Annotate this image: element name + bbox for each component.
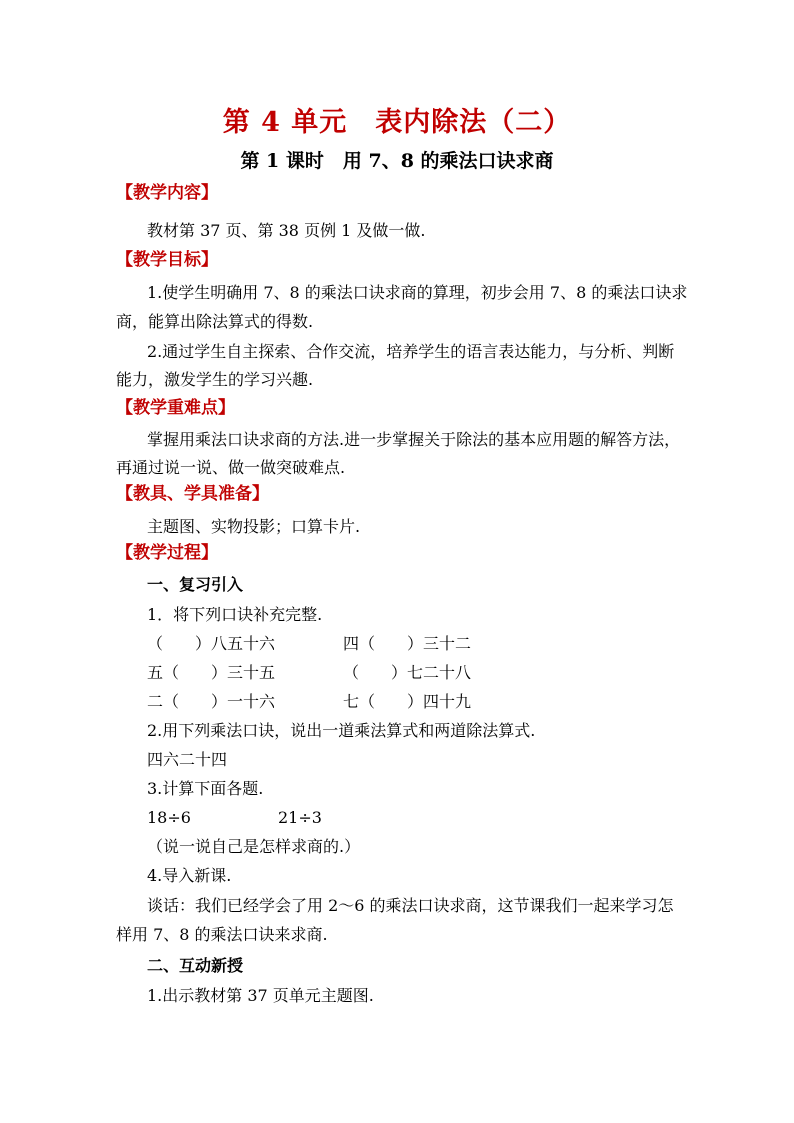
question-3-note: （说一说自己是怎样求商的.） [147, 837, 361, 856]
calc-item: 18÷6 [147, 808, 191, 827]
keypoint-line-1: 掌握用乘法口诀求商的方法.进一步掌握关于除法的基本应用题的解答方法， [147, 430, 681, 449]
goal-line-3: 2.通过学生自主探索、合作交流，培养学生的语言表达能力，与分析、判断 [147, 342, 675, 361]
content-text: 教材第 37 页、第 38 页例 1 及做一做. [147, 221, 426, 240]
part1-heading: 一、复习引入 [147, 575, 244, 594]
fill-blank-item: 四（ ）三十二 [343, 634, 472, 653]
goal-line-4: 能力，激发学生的学习兴趣. [116, 370, 314, 389]
question-2-item: 四六二十四 [147, 750, 228, 769]
goal-line-1: 1.使学生明确用 7、8 的乘法口诀求商的算理，初步会用 7、8 的乘法口诀求 [147, 283, 688, 302]
question-4: 4.导入新课. [147, 866, 232, 885]
fill-blank-item: 七（ ）四十九 [343, 692, 472, 711]
heading-key-points: 【教学重难点】 [116, 398, 235, 418]
lesson-subtitle: 第 1 课时 用 7、8 的乘法口诀求商 [240, 150, 554, 172]
keypoint-line-2: 再通过说一说、做一做突破难点. [116, 458, 346, 477]
unit-title: 第 4 单元 表内除法（二） [222, 107, 572, 138]
question-1: 1．将下列口诀补充完整. [147, 605, 323, 624]
heading-teaching-content: 【教学内容】 [116, 183, 218, 203]
talk-line-2: 样用 7、8 的乘法口诀来求商. [116, 925, 328, 944]
new-lesson-1: 1.出示教材第 37 页单元主题图. [147, 986, 374, 1005]
talk-line-1: 谈话：我们已经学会了用 2～6 的乘法口诀求商，这节课我们一起来学习怎 [147, 896, 674, 915]
calc-item: 21÷3 [278, 808, 322, 827]
heading-tools: 【教具、学具准备】 [116, 484, 269, 504]
heading-teaching-goals: 【教学目标】 [116, 250, 218, 270]
fill-blank-item: （ ）八五十六 [147, 634, 276, 653]
fill-blank-item: 二（ ）一十六 [147, 692, 276, 711]
goal-line-2: 商，能算出除法算式的得数. [116, 312, 314, 331]
question-2: 2.用下列乘法口诀，说出一道乘法算式和两道除法算式. [147, 721, 536, 740]
question-3: 3.计算下面各题. [147, 779, 264, 798]
part2-heading: 二、互动新授 [147, 956, 244, 975]
tools-text: 主题图、实物投影；口算卡片. [147, 517, 361, 536]
fill-blank-item: 五（ ）三十五 [147, 663, 276, 682]
fill-blank-item: （ ）七二十八 [343, 663, 472, 682]
heading-teaching-process: 【教学过程】 [116, 543, 218, 563]
